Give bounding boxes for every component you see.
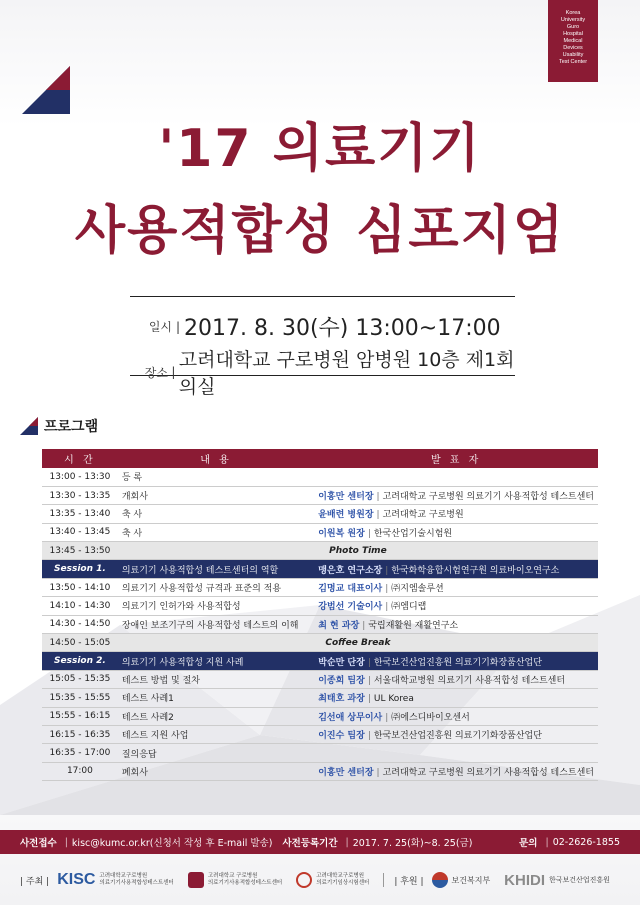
schedule-row <box>42 707 598 725</box>
date-value: 2017. 8. 30(수) 13:00~17:00 <box>184 316 501 341</box>
speaker-name: 최태호 과장 <box>318 694 365 705</box>
date-label: 일시 <box>148 320 172 334</box>
schedule-row <box>42 468 598 486</box>
speaker-org: ㈜엠디랩 <box>391 602 427 613</box>
speaker-org: 고려대학교 구로병원 의료기기 사용적합성 테스트센터 <box>382 767 594 778</box>
mohw-logo <box>432 872 491 888</box>
logo-line: Usability <box>562 52 584 58</box>
row-speaker <box>314 707 598 725</box>
schedule-row <box>42 689 598 707</box>
schedule-row <box>42 486 598 504</box>
separator: | <box>171 365 176 379</box>
speaker-divider: | <box>385 565 389 576</box>
schedule-row <box>42 634 598 652</box>
row-time: 13:30 - 13:35 <box>42 486 118 504</box>
col-content: 내 용 <box>118 449 314 468</box>
row-speaker <box>314 560 598 578</box>
schedule-row <box>42 523 598 541</box>
corner-triangle-icon <box>22 66 70 114</box>
speaker-divider: | <box>376 767 380 778</box>
khidi-logo <box>504 872 610 889</box>
speaker-org: 고려대학교 구로병원 <box>382 510 464 521</box>
schedule-row <box>42 725 598 743</box>
kisc-logo <box>57 871 174 889</box>
schedule-row <box>42 597 598 615</box>
row-content: 테스트 사례1 <box>118 689 314 707</box>
row-time: 14:30 - 14:50 <box>42 615 118 633</box>
place-value: 고려대학교 구로병원 암병원 10층 제1회의실 <box>178 349 515 398</box>
heading-triangle-icon <box>20 417 38 435</box>
row-speaker <box>314 615 598 633</box>
speaker-name: 이진수 팀장 <box>318 731 365 742</box>
row-speaker <box>314 486 598 504</box>
speaker-name: 이홍만 센터장 <box>318 767 374 778</box>
row-content: 축 사 <box>118 523 314 541</box>
logo-line: Test Center <box>558 59 588 65</box>
schedule-row <box>42 744 598 762</box>
logo-line: Devices <box>563 45 583 51</box>
trial-text-line: 고려대학교구로병원 <box>316 873 365 879</box>
contact-info: 문의 | 02-2626-1855 <box>519 836 620 849</box>
program-heading-label: 프로그램 <box>44 419 99 435</box>
row-speaker <box>314 468 598 486</box>
schedule-row <box>42 652 598 670</box>
speaker-divider: | <box>376 510 380 521</box>
row-time: 13:50 - 14:10 <box>42 578 118 596</box>
schedule-row <box>42 615 598 633</box>
place-label: 장소 <box>144 365 168 380</box>
speaker-name: 이종희 팀장 <box>318 675 365 686</box>
schedule-row <box>42 560 598 578</box>
logo-line: Medical <box>563 38 583 44</box>
row-time: 13:35 - 13:40 <box>42 505 118 523</box>
row-content: 장애인 보조기구의 사용적합성 테스트의 이해 <box>118 615 314 633</box>
trial-center-icon <box>296 872 312 888</box>
row-content: 축 사 <box>118 505 314 523</box>
row-speaker <box>314 689 598 707</box>
row-time: 15:05 - 15:35 <box>42 670 118 688</box>
row-time: 13:40 - 13:45 <box>42 523 118 541</box>
schedule-row <box>42 762 598 780</box>
logo-line: Korea <box>565 10 581 16</box>
speaker-org: 한국보건산업진흥원 의료기기화장품산업단 <box>373 731 542 742</box>
logo-line: Hospital <box>563 31 583 37</box>
speaker-divider: | <box>367 657 371 668</box>
row-speaker <box>314 523 598 541</box>
row-content: 개회사 <box>118 486 314 504</box>
register-info: 사전접수 | kisc@kumc.or.kr(신청서 작성 후 E-mail 발송) <box>20 836 273 849</box>
sponsors-bar <box>0 860 640 900</box>
speaker-org: 한국산업기술시험원 <box>373 528 453 539</box>
kisc-wordmark: KISC <box>57 871 96 888</box>
trial-text-line: 의료기기임상시험센터 <box>316 880 370 886</box>
khidi-label: 한국보건산업진흥원 <box>549 876 610 884</box>
speaker-org: UL Korea <box>373 694 414 705</box>
speaker-org: 서울대학교병원 의료기기 사용적합성 테스트센터 <box>373 675 566 686</box>
speaker-divider: | <box>367 675 371 686</box>
row-content: 테스트 사례2 <box>118 707 314 725</box>
speaker-org: 고려대학교 구로병원 의료기기 사용적합성 테스트센터 <box>382 492 594 503</box>
speaker-name: 윤배련 병원장 <box>318 510 374 521</box>
title-line-1: '17 의료기기 <box>158 119 482 179</box>
speaker-name: 최 현 과장 <box>318 620 360 631</box>
row-content: 폐회사 <box>118 762 314 780</box>
divider <box>383 873 384 887</box>
row-speaker <box>314 652 598 670</box>
schedule-body <box>42 468 598 781</box>
schedule-row <box>42 578 598 596</box>
period-info: 사전등록기간 | 2017. 7. 25(화)~8. 25(금) <box>282 836 473 849</box>
row-content: 의료기기 인허가와 사용적합성 <box>118 597 314 615</box>
speaker-org: ㈜에스디바이오센서 <box>391 712 470 723</box>
speaker-divider: | <box>367 731 371 742</box>
speaker-org: ㈜지엠솔루션 <box>391 584 444 595</box>
speaker-divider: | <box>367 694 371 705</box>
logo-line: University <box>560 17 586 23</box>
period-value: 2017. 7. 25(화)~8. 25(금) <box>352 838 473 849</box>
program-heading <box>20 416 98 436</box>
row-speaker <box>314 505 598 523</box>
guro-emblem-icon <box>188 872 204 888</box>
registration-bar <box>0 830 640 854</box>
khidi-wordmark: KHIDI <box>504 871 546 889</box>
kisc-text-line: 고려대학교구로병원 <box>99 873 148 879</box>
guro-hospital-logo <box>188 872 282 888</box>
row-time: 14:50 - 15:05 <box>42 634 118 652</box>
page-title <box>0 108 640 272</box>
speaker-divider: | <box>367 528 371 539</box>
speaker-org: 한국보건산업진흥원 의료기기화장품산업단 <box>373 657 542 668</box>
schedule-header-row <box>42 449 598 468</box>
speaker-divider: | <box>385 602 389 613</box>
event-info <box>130 296 515 398</box>
speaker-divider: | <box>385 584 389 595</box>
speaker-name: 이홍만 센터장 <box>318 492 374 503</box>
row-content: 테스트 지원 사업 <box>118 725 314 743</box>
speaker-name: 맹은호 연구소장 <box>318 565 383 576</box>
speaker-name: 강범선 기술이사 <box>318 602 383 613</box>
row-content: 의료기기 사용적합성 지원 사례 <box>118 652 314 670</box>
row-speaker <box>314 762 598 780</box>
schedule-row <box>42 670 598 688</box>
speaker-name: 이원복 원장 <box>318 528 365 539</box>
schedule-row <box>42 542 598 560</box>
title-line-2: 사용적합성 심포지엄 <box>74 201 566 261</box>
speaker-org: 국립재활원 재활연구소 <box>368 620 459 631</box>
row-break-label: Coffee Break <box>118 634 598 652</box>
taegeuk-icon <box>432 872 448 888</box>
speaker-name: 김선애 상무이사 <box>318 712 383 723</box>
speaker-name: 박순만 단장 <box>318 657 365 668</box>
row-content: 질의응답 <box>118 744 314 762</box>
row-time: 16:15 - 16:35 <box>42 725 118 743</box>
row-speaker <box>314 670 598 688</box>
row-speaker <box>314 744 598 762</box>
speaker-divider: | <box>362 620 366 631</box>
date-row <box>130 311 515 342</box>
clinical-trial-center-logo <box>296 872 369 888</box>
speaker-divider: | <box>385 712 389 723</box>
row-break-label: Photo Time <box>118 542 598 560</box>
row-time: 16:35 - 17:00 <box>42 744 118 762</box>
schedule-table <box>42 449 598 781</box>
row-time: 15:35 - 15:55 <box>42 689 118 707</box>
period-label: 사전등록기간 <box>282 838 338 849</box>
row-content: 의료기기 사용적합성 테스트센터의 역할 <box>118 560 314 578</box>
guro-text-line: 의료기기사용적합성테스트센터 <box>207 880 283 886</box>
speaker-name: 김명교 대표이사 <box>318 584 383 595</box>
row-time: 14:10 - 14:30 <box>42 597 118 615</box>
speaker-org: 한국화학융합시험연구원 의료바이오연구소 <box>391 565 560 576</box>
row-content: 의료기기 사용적합성 규격과 표준의 적용 <box>118 578 314 596</box>
place-row <box>130 345 515 399</box>
col-time: 시 간 <box>42 449 118 468</box>
separator: | <box>175 319 181 334</box>
register-email[interactable]: kisc@kumc.or.kr(신청서 작성 후 E-mail 발송) <box>71 838 273 849</box>
guro-text-line: 고려대학교 구로병원 <box>207 873 258 879</box>
register-label: 사전접수 <box>20 838 57 849</box>
row-content: 테스트 방법 및 절차 <box>118 670 314 688</box>
kisc-text-line: 의료기기사용적합성테스트센터 <box>99 880 174 886</box>
row-content: 등 록 <box>118 468 314 486</box>
row-speaker <box>314 725 598 743</box>
contact-label: 문의 <box>519 838 538 849</box>
logo-line: Guro <box>566 24 580 30</box>
support-label: | 후원 | <box>394 876 424 887</box>
row-time: Session 1. <box>42 560 118 578</box>
row-time: 13:00 - 13:30 <box>42 468 118 486</box>
speaker-divider: | <box>376 492 380 503</box>
col-speaker: 발 표 자 <box>314 449 598 468</box>
row-time: 17:00 <box>42 762 118 780</box>
mohw-label: 보건복지부 <box>451 875 491 885</box>
row-speaker <box>314 578 598 596</box>
schedule-row <box>42 505 598 523</box>
contact-value: 02-2626-1855 <box>552 836 620 848</box>
row-time: Session 2. <box>42 652 118 670</box>
row-time: 13:45 - 13:50 <box>42 542 118 560</box>
row-speaker <box>314 597 598 615</box>
row-time: 15:55 - 16:15 <box>42 707 118 725</box>
center-logo-tab <box>548 0 598 82</box>
host-label: | 주최 | <box>20 876 50 887</box>
